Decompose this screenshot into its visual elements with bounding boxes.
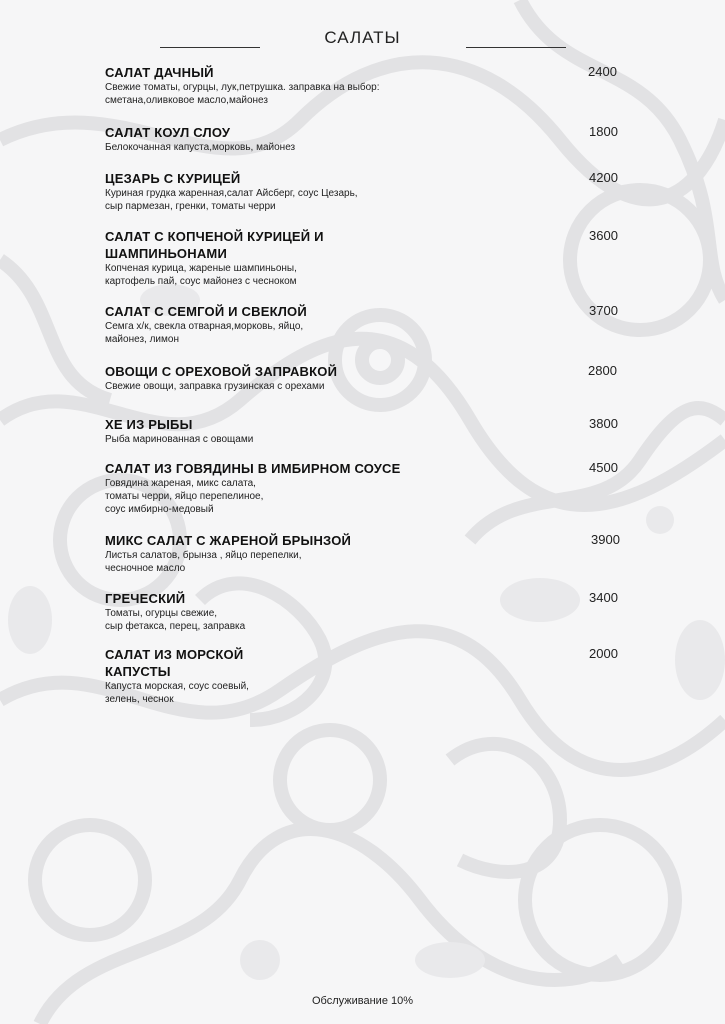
menu-item	[105, 363, 685, 393]
item-price: 2000	[589, 646, 618, 661]
item-name: ГРЕЧЕСКИЙ	[105, 591, 186, 606]
menu-item	[105, 64, 685, 107]
item-name: САЛАТ ДАЧНЫЙ	[105, 65, 214, 80]
item-name: САЛАТ ИЗ ГОВЯДИНЫ В ИМБИРНОМ СОУСЕ	[105, 461, 401, 476]
item-price: 3400	[589, 590, 618, 605]
menu-item	[105, 646, 685, 706]
item-description: Семга х/к, свекла отварная,морковь, яйцо, майонез, лимон	[105, 321, 304, 345]
menu-item	[105, 124, 685, 154]
item-price: 4500	[589, 460, 618, 475]
menu-item	[105, 228, 685, 288]
section-title: САЛАТЫ	[324, 28, 401, 47]
item-name: ЦЕЗАРЬ С КУРИЦЕЙ	[105, 171, 241, 186]
item-description: Свежие томаты, огурцы, лук,петрушка. заправка на выбор: сметана,оливковое масло,майонез	[105, 82, 380, 106]
item-price: 4200	[589, 170, 618, 185]
menu-item	[105, 416, 685, 446]
section-header	[0, 28, 725, 52]
item-description: Копченая курица, жареные шампиньоны, картофель пай, соус майонез с чесноком	[105, 263, 297, 287]
menu-item	[105, 170, 685, 213]
header-rule-right	[466, 47, 566, 48]
item-description: Говядина жареная, микс салата, томаты черри, яйцо перепелиное, соус имбирно-медовый	[105, 478, 264, 515]
item-price: 2800	[588, 363, 617, 378]
service-charge-note: Обслуживание 10%	[311, 995, 414, 1007]
item-description: Куриная грудка жаренная,салат Айсберг, соус Цезарь, сыр пармезан, гренки, томаты черри	[105, 188, 358, 212]
item-name: САЛАТ С СЕМГОЙ И СВЕКЛОЙ	[105, 304, 307, 319]
item-price: 3700	[589, 303, 618, 318]
menu-item	[105, 590, 685, 633]
item-description: Белокочанная капуста,морковь, майонез	[105, 142, 296, 153]
item-description: Рыба маринованная с овощами	[105, 434, 254, 445]
item-price: 3600	[589, 228, 618, 243]
item-price: 2400	[588, 64, 617, 79]
item-name: ХЕ ИЗ РЫБЫ	[105, 417, 193, 432]
item-name: САЛАТ ИЗ МОРСКОЙ КАПУСТЫ	[105, 647, 244, 679]
menu-item	[105, 303, 685, 346]
menu-item	[105, 460, 685, 516]
item-price: 1800	[589, 124, 618, 139]
item-name: САЛАТ С КОПЧЕНОЙ КУРИЦЕЙ И ШАМПИНЬОНАМИ	[105, 229, 324, 261]
item-description: Капуста морская, соус соевый, зелень, чеснок	[105, 681, 249, 705]
item-name: ОВОЩИ С ОРЕХОВОЙ ЗАПРАВКОЙ	[105, 364, 338, 379]
item-price: 3900	[591, 532, 620, 547]
item-description: Томаты, огурцы свежие, сыр фетакса, перец, заправка	[105, 608, 246, 632]
item-description: Свежие овощи, заправка грузинская с орехами	[105, 381, 325, 392]
menu-item	[105, 532, 685, 575]
item-description: Листья салатов, брынза , яйцо перепелки, чесночное масло	[105, 550, 302, 574]
item-name: САЛАТ КОУЛ СЛОУ	[105, 125, 231, 140]
item-price: 3800	[589, 416, 618, 431]
item-name: МИКС САЛАТ С ЖАРЕНОЙ БРЫНЗОЙ	[105, 533, 352, 548]
